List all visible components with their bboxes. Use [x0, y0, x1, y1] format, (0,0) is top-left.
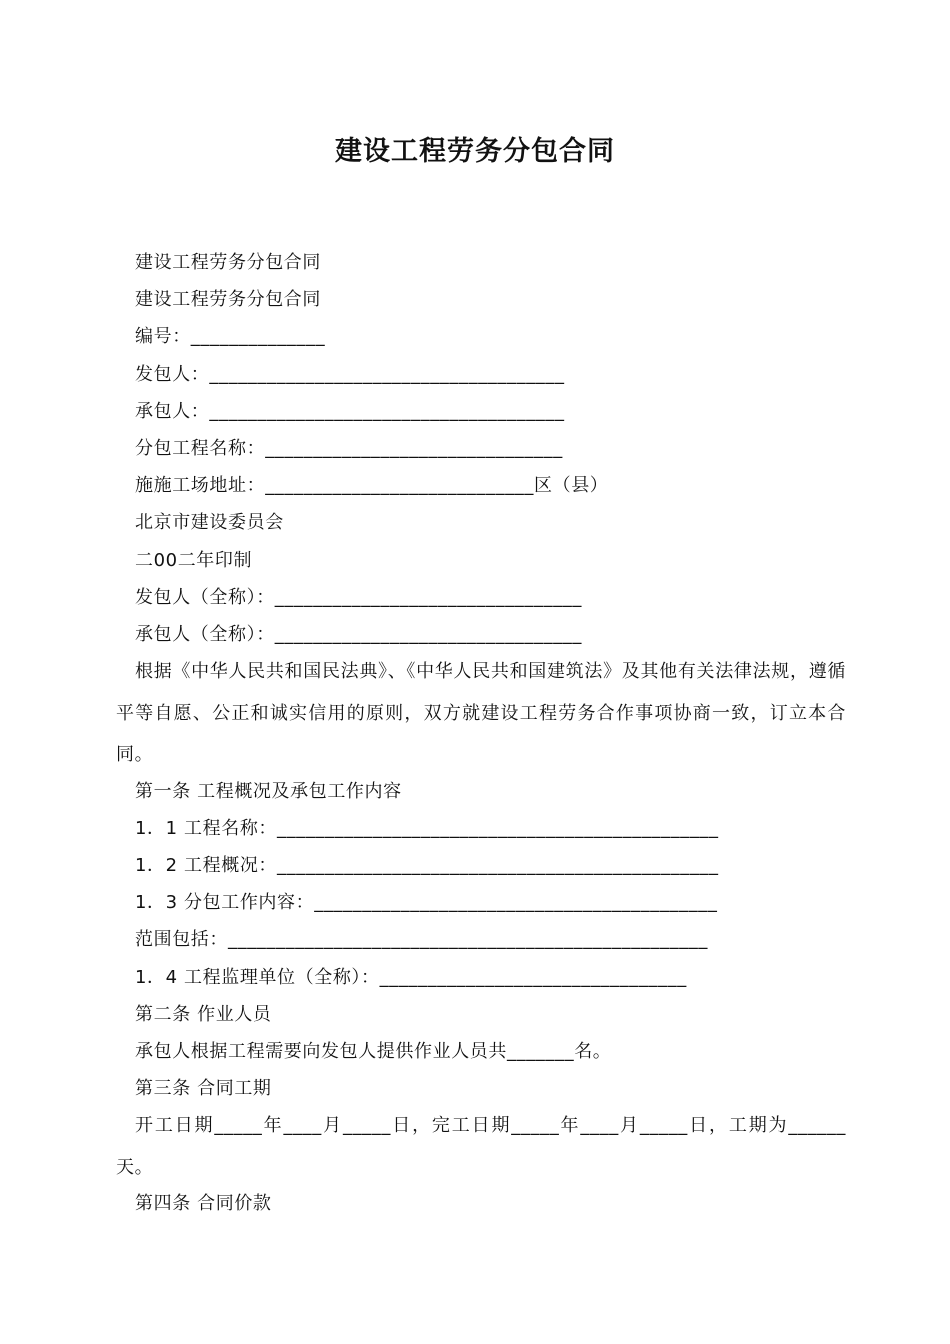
- clause-item: 1．1 工程名称：______________________________________________: [135, 817, 719, 839]
- clause-item: 1．3 分包工作内容：__________________________________________: [135, 892, 718, 914]
- contractor-fullname-line: 发包人（全称）：________________________________: [135, 586, 582, 608]
- issuer-line: 北京市建设委员会: [135, 512, 284, 534]
- document-body: [116, 244, 846, 1222]
- clause-item: 范围包括：__________________________________________________: [135, 929, 708, 951]
- contractor-line: 发包人：_____________________________________: [135, 363, 565, 385]
- schedule-paragraph: 开工日期_____年____月_____日，完工日期_____年____月_____日，工期为______天。: [116, 1115, 846, 1178]
- cover-line: 建设工程劳务分包合同: [135, 289, 321, 311]
- clause-item: 1．2 工程概况：______________________________________________: [135, 854, 719, 876]
- site-address-line: 施施工场地址：____________________________区（县）: [135, 475, 609, 497]
- project-name-line: 分包工程名称：_______________________________: [135, 437, 563, 459]
- clause-heading: 第一条 工程概况及承包工作内容: [135, 780, 402, 802]
- clause-item: 1．4 工程监理单位（全称）：________________________________: [135, 966, 687, 988]
- clause-heading: 第三条 合同工期: [135, 1078, 272, 1100]
- document-title: 建设工程劳务分包合同: [335, 136, 615, 167]
- clause-heading: 第四条 合同价款: [135, 1193, 272, 1215]
- cover-line: 建设工程劳务分包合同: [135, 252, 321, 273]
- contract-number-line: 编号：______________: [135, 326, 326, 348]
- subcontractor-fullname-line: 承包人（全称）：________________________________: [135, 623, 582, 645]
- subcontractor-line: 承包人：_____________________________________: [135, 400, 565, 422]
- clause-item: 承包人根据工程需要向发包人提供作业人员共_______名。: [135, 1040, 612, 1062]
- clause-heading: 第二条 作业人员: [135, 1003, 272, 1025]
- print-year-line: 二00二年印制: [135, 549, 253, 571]
- preamble-paragraph: 根据《中华人民共和国民法典》、《中华人民共和国建筑法》及其他有关法律法规，遵循平等自愿、公正和诚实信用的原则，双方就建设工程劳务合作事项协商一致，订立本合同。: [116, 661, 846, 766]
